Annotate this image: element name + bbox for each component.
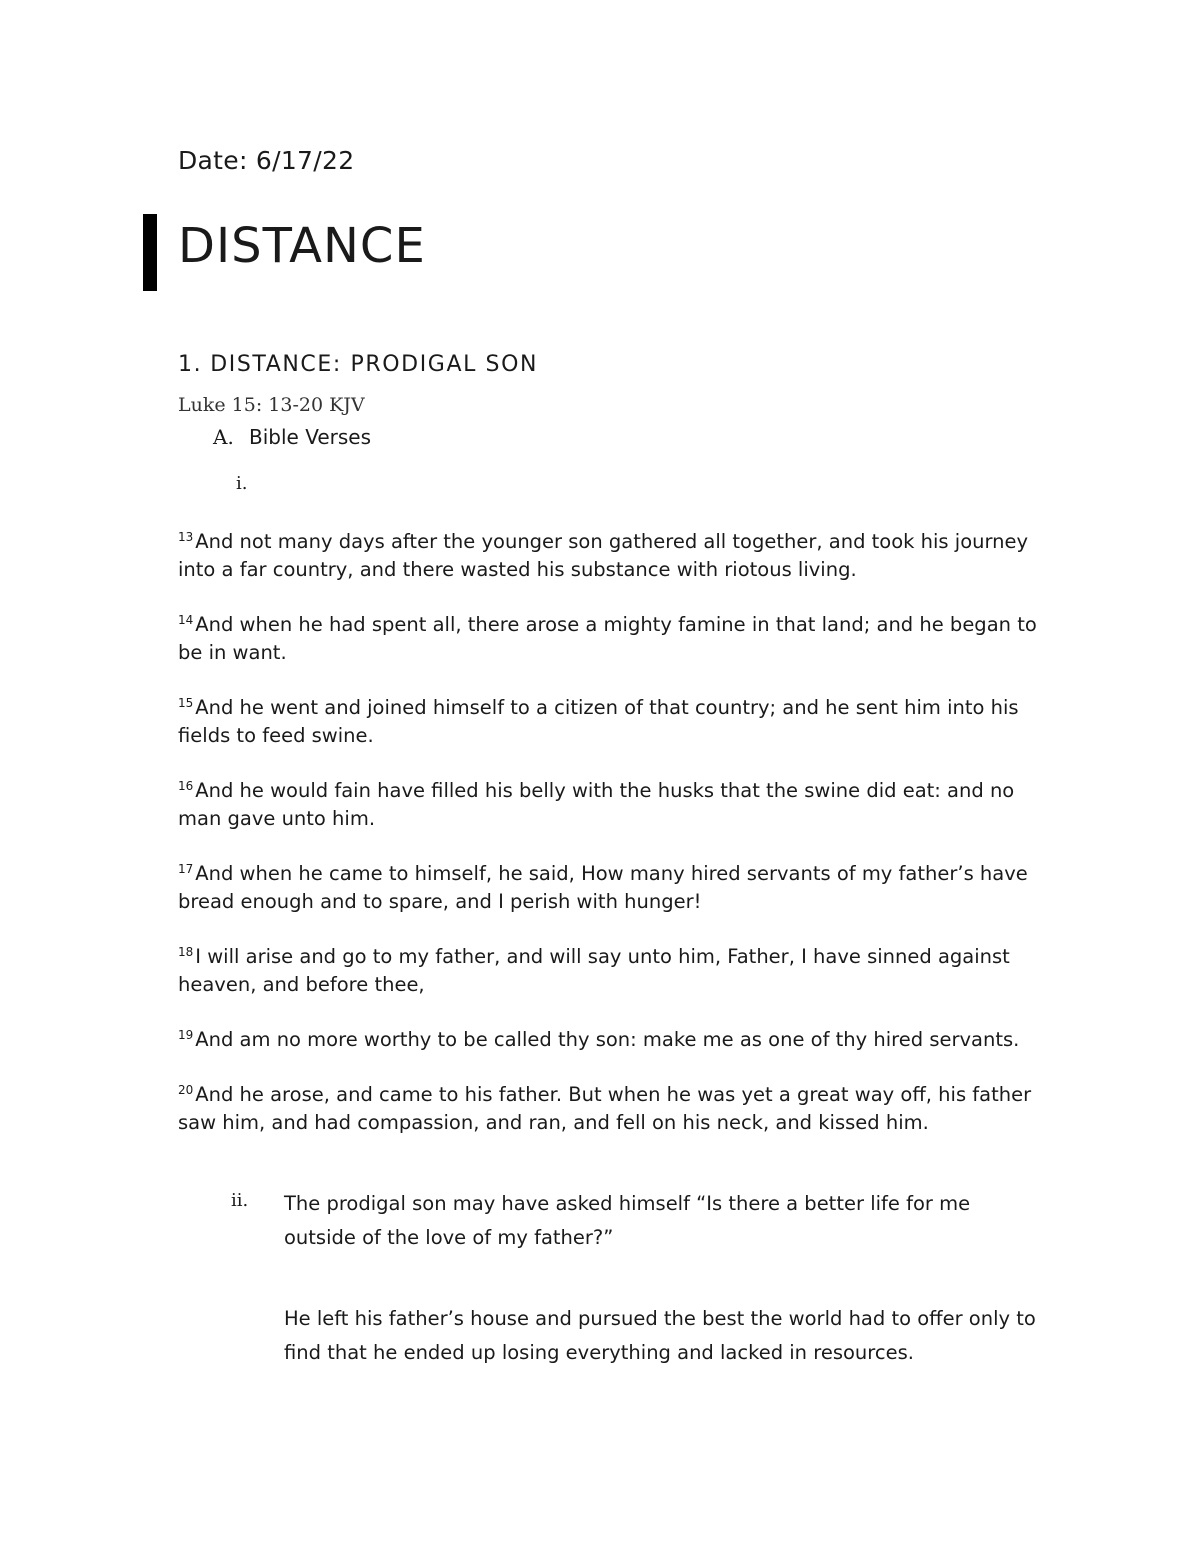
verse-text: And when he had spent all, there arose a mighty famine in that land; and he began to be in want. <box>178 613 1037 664</box>
scripture-reference: Luke 15: 13-20 KJV <box>178 394 365 416</box>
subsection-marker: A. <box>213 425 234 449</box>
verse-number: 16 <box>178 778 194 793</box>
list-item-ii-marker: ii. <box>231 1190 249 1211</box>
subsection-label: Bible Verses <box>249 425 371 449</box>
section-heading-text: DISTANCE: PRODIGAL SON <box>210 352 539 377</box>
verse-number: 15 <box>178 695 194 710</box>
verse-text: And am no more worthy to be called thy son: make me as one of thy hired servants. <box>195 1028 1020 1051</box>
subsection-heading <box>213 425 371 449</box>
document-title: DISTANCE <box>178 218 426 274</box>
verse-14 <box>178 611 1038 667</box>
section-heading <box>178 352 538 377</box>
verse-text: And he arose, and came to his father. But when he was yet a great way off, his father saw him, and had compassion, and ran, and fell on his neck, and kissed him. <box>178 1083 1032 1134</box>
date-line: Date: 6/17/22 <box>178 146 355 175</box>
list-item-ii <box>231 1187 1031 1255</box>
list-item-i-marker: i. <box>236 473 248 494</box>
verse-list <box>178 528 1038 1164</box>
verse-20 <box>178 1081 1038 1137</box>
verse-number: 14 <box>178 612 194 627</box>
list-item-ii-text: The prodigal son may have asked himself “Is there a better life for me outside of the love of my father?” <box>284 1192 971 1249</box>
verse-number: 19 <box>178 1027 194 1042</box>
verse-number: 17 <box>178 861 194 876</box>
verse-19 <box>178 1026 1038 1054</box>
verse-text: And he went and joined himself to a citizen of that country; and he sent him into his fields to feed swine. <box>178 696 1019 747</box>
verse-text: And when he came to himself, he said, How many hired servants of my father’s have bread enough and to spare, and I perish with hunger! <box>178 862 1028 913</box>
verse-number: 13 <box>178 529 194 544</box>
verse-text: I will arise and go to my father, and will say unto him, Father, I have sinned against heaven, and before thee, <box>178 945 1010 996</box>
section-number: 1. <box>178 352 203 377</box>
verse-number: 18 <box>178 944 194 959</box>
verse-13 <box>178 528 1038 584</box>
verse-18 <box>178 943 1038 999</box>
verse-number: 20 <box>178 1082 194 1097</box>
title-accent-bar <box>143 214 157 291</box>
closing-paragraph: He left his father’s house and pursued the best the world had to offer only to find that he ended up losing everything and lacked in resources. <box>284 1307 1036 1364</box>
verse-16 <box>178 777 1038 833</box>
verse-text: And he would fain have filled his belly with the husks that the swine did eat: and no man gave unto him. <box>178 779 1015 830</box>
verse-text: And not many days after the younger son gathered all together, and took his journey into a far country, and there wasted his substance with riotous living. <box>178 530 1029 581</box>
verse-15 <box>178 694 1038 750</box>
verse-17 <box>178 860 1038 916</box>
